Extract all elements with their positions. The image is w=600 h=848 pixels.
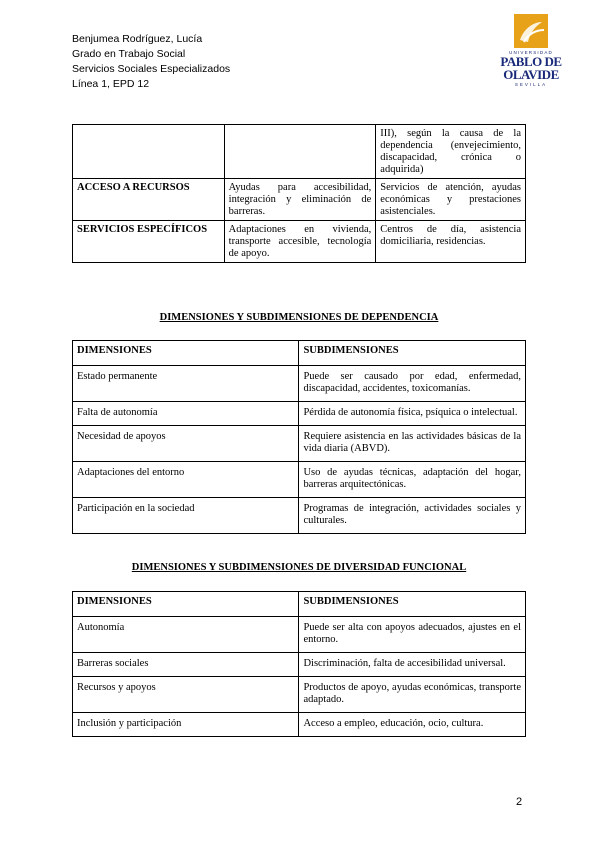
subdimension-cell: Pérdida de autonomía física, psíquica o intelectual. — [299, 402, 526, 426]
logo-top-text: UNIVERSIDAD — [509, 50, 553, 55]
column-header: SUBDIMENSIONES — [299, 341, 526, 366]
table-row — [73, 125, 526, 179]
table-cell: III), según la causa de la dependencia (envejecimiento, discapacidad, crónica o adquirida) — [376, 125, 526, 179]
table-row — [73, 677, 526, 713]
table-cell — [224, 125, 376, 179]
author-line: Benjumea Rodríguez, Lucía — [72, 33, 203, 45]
dimension-cell: Participación en la sociedad — [73, 498, 299, 534]
subdimension-cell: Puede ser alta con apoyos adecuados, ajustes en el entorno. — [299, 617, 526, 653]
dimension-cell: Necesidad de apoyos — [73, 426, 299, 462]
degree-line: Grado en Trabajo Social — [72, 48, 186, 60]
row-label-services: SERVICIOS ESPECÍFICOS — [73, 221, 225, 263]
logo-bottom-text: SEVILLA — [514, 82, 548, 87]
table-row — [73, 366, 526, 402]
group-line: Línea 1, EPD 12 — [72, 78, 150, 90]
page-number: 2 — [516, 796, 523, 808]
table-row — [73, 498, 526, 534]
subdimension-cell: Productos de apoyo, ayudas económicas, transporte adaptado. — [299, 677, 526, 713]
column-header: DIMENSIONES — [73, 341, 299, 366]
subdimension-cell: Uso de ayudas técnicas, adaptación del hogar, barreras arquitectónicas. — [299, 462, 526, 498]
section-title-dependency: DIMENSIONES Y SUBDIMENSIONES DE DEPENDENCIA — [159, 312, 439, 323]
subdimension-cell: Discriminación, falta de accesibilidad universal. — [299, 653, 526, 677]
table-row — [73, 221, 526, 263]
table-header-row — [73, 341, 526, 366]
table-row — [73, 426, 526, 462]
table-header-row — [73, 592, 526, 617]
dimension-cell: Inclusión y participación — [73, 713, 299, 737]
dimension-cell: Recursos y apoyos — [73, 677, 299, 713]
table-cell: Ayudas para accesibilidad, integración y eliminación de barreras. — [224, 179, 376, 221]
subdimension-cell: Requiere asistencia en las actividades básicas de la vida diaria (ABVD). — [299, 426, 526, 462]
logo-name-line2: OLAVIDE — [503, 67, 559, 82]
logo-name-line1: PABLO DE — [500, 54, 562, 69]
university-logo — [500, 14, 560, 102]
table-row — [73, 713, 526, 737]
dimension-cell: Autonomía — [73, 617, 299, 653]
dimension-cell: Estado permanente — [73, 366, 299, 402]
document-header — [72, 32, 230, 92]
logo-mark-icon — [514, 14, 548, 48]
table-row — [73, 653, 526, 677]
table-row — [73, 179, 526, 221]
subdimension-cell: Programas de integración, actividades sociales y culturales. — [299, 498, 526, 534]
column-header: SUBDIMENSIONES — [299, 592, 526, 617]
table-cell: Centros de día, asistencia domiciliaria, residencias. — [376, 221, 526, 263]
table-row — [73, 617, 526, 653]
table-cell: Servicios de atención, ayudas económicas y prestaciones asistenciales. — [376, 179, 526, 221]
dimension-cell: Barreras sociales — [73, 653, 299, 677]
table-row — [73, 462, 526, 498]
subdimension-cell: Acceso a empleo, educación, ocio, cultura. — [299, 713, 526, 737]
dimension-cell: Falta de autonomía — [73, 402, 299, 426]
access-resources-table — [72, 124, 526, 263]
dimension-cell: Adaptaciones del entorno — [73, 462, 299, 498]
table-row — [73, 402, 526, 426]
subdimension-cell: Puede ser causado por edad, enfermedad, discapacidad, accidentes, toxicomanías. — [299, 366, 526, 402]
column-header: DIMENSIONES — [73, 592, 299, 617]
row-label-access: ACCESO A RECURSOS — [73, 179, 225, 221]
subject-line: Servicios Sociales Especializados — [72, 63, 231, 75]
functional-diversity-table — [72, 591, 526, 737]
table-cell — [73, 125, 225, 179]
section-title-functional-diversity: DIMENSIONES Y SUBDIMENSIONES DE DIVERSIDAD FUNCIONAL — [131, 562, 467, 573]
table-cell: Adaptaciones en vivienda, transporte accesible, tecnología de apoyo. — [224, 221, 376, 263]
dependency-dimensions-table — [72, 340, 526, 534]
